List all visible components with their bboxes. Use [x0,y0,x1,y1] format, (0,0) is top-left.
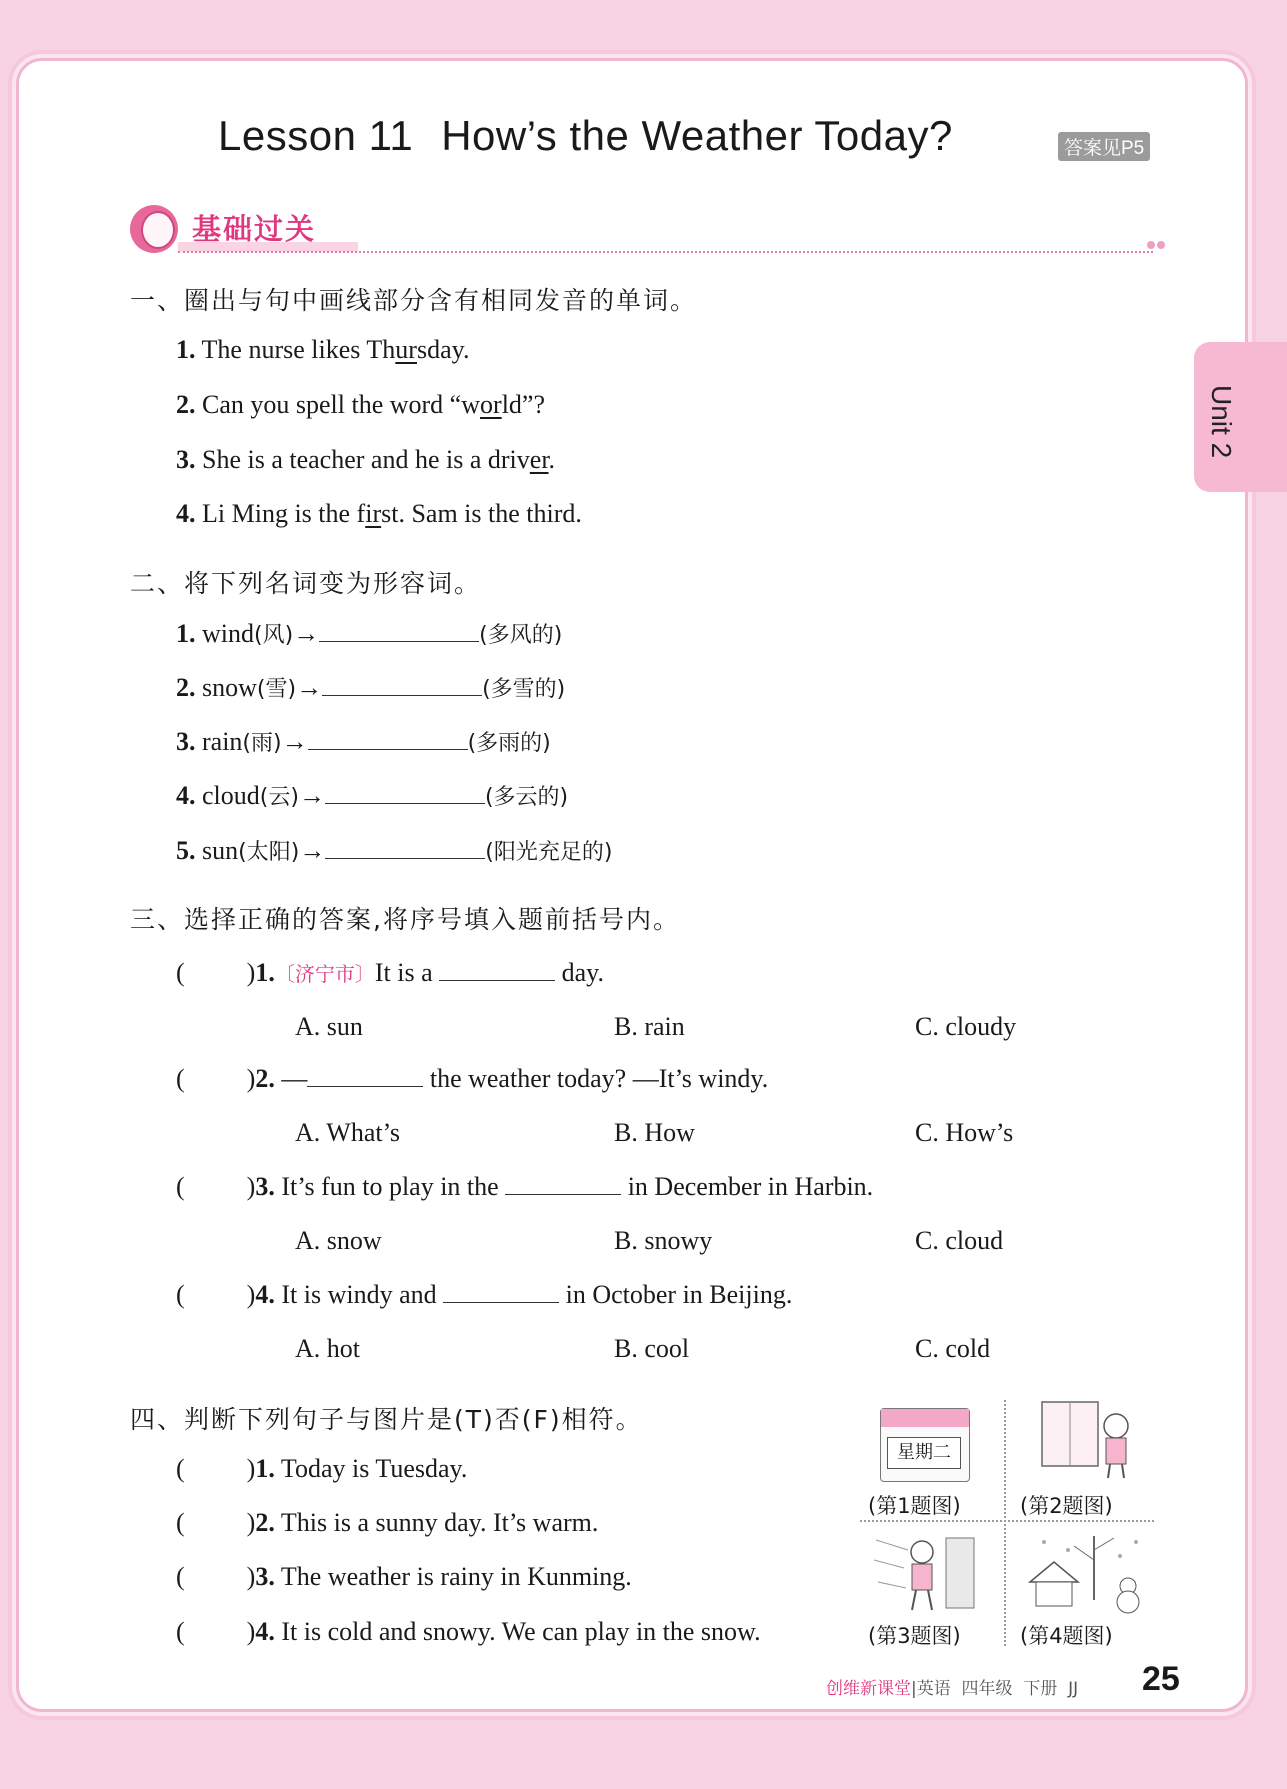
snowflake [1066,1548,1070,1552]
section-3-heading: 三、选择正确的答案,将序号填入题前括号内。 [130,905,680,934]
s4-question-2: ( )2. This is a sunny day. It’s warm. [176,1508,599,1537]
answer-blank[interactable] [505,1194,621,1195]
s2-question-5: 5. sun(太阳)→ (阳光充足的) [176,836,613,865]
boy-leg-right [928,1590,932,1610]
answer-blank[interactable] [307,1086,423,1087]
s2-question-2: 2. snow(雪)→ (多雪的) [176,673,566,702]
s3-q4-option-c: C. cold [915,1334,991,1363]
girl-head [1104,1414,1128,1438]
s4-question-1: ( )1. Today is Tuesday. [176,1454,468,1483]
snowman-body [1117,1591,1139,1613]
calendar-picture [880,1408,970,1482]
answer-reference-badge: 答案见P5 [1058,132,1150,161]
answer-blank[interactable] [325,803,485,804]
girl-leg-right [1122,1464,1124,1478]
s1-question-2: 2. Can you spell the word “world”? [176,390,545,419]
boy-body [912,1564,932,1590]
s1-question-3: 3. She is a teacher and he is a driver. [176,445,556,474]
s3-q3-option-c: C. cloud [915,1226,1004,1255]
s3-q1-option-c: C. cloudy [915,1012,1017,1041]
s3-q2-option-c: C. How’s [915,1118,1014,1147]
snowflake [1042,1540,1046,1544]
answer-blank[interactable] [308,749,468,750]
section-1-heading: 一、圈出与句中画线部分含有相同发音的单词。 [130,286,698,315]
s2-question-3: 3. rain(雨)→ (多雨的) [176,727,551,756]
boy-head [911,1541,933,1563]
s2-question-1: 1. wind(风)→ (多风的) [176,619,563,648]
wind-line-1 [876,1540,908,1550]
boy-windy-picture [868,1530,980,1614]
unit-label: Unit 2 [1206,385,1237,459]
s4-question-3: ( )3. The weather is rainy in Kunming. [176,1562,632,1591]
section-2-heading: 二、将下列名词变为形容词。 [130,569,482,598]
picture-2-caption: (第2题图) [1020,1494,1113,1518]
section-4-heading: 四、判断下列句子与图片是(T)否(F)相符。 [130,1405,643,1434]
banner-dotted-line [178,251,1153,253]
s3-q3-option-b: B. snowy [614,1226,713,1255]
section-banner-title: 基础过关 [192,212,317,246]
s3-question-2: ( )2. — the weather today? —It’s windy. [176,1064,769,1093]
snowflake [1134,1540,1138,1544]
house-roof [1030,1562,1078,1582]
s1-question-1: 1. The nurse likes Thursday. [176,335,470,364]
picture-3-caption: (第3题图) [868,1624,961,1648]
picture-grid-horizontal-divider [860,1520,1154,1522]
girl-body [1106,1438,1126,1464]
answer-blank[interactable] [439,980,555,981]
s1-question-4: 4. Li Ming is the first. Sam is the third. [176,499,582,528]
picture-4-caption: (第4题图) [1020,1624,1113,1648]
picture-grid-vertical-divider [1004,1400,1006,1646]
tree-branch-1 [1094,1538,1114,1550]
calendar-day-label: 星期二 [887,1437,961,1469]
tree-branch-2 [1074,1546,1094,1560]
wall [946,1538,974,1608]
banner-dots-icon [1146,236,1166,254]
s3-question-4: ( )4. It is windy and in October in Beijing. [176,1280,793,1309]
s3-q2-option-b: B. How [614,1118,695,1147]
answer-blank[interactable] [325,858,485,859]
snowflake [1118,1554,1122,1558]
girl-leg-left [1108,1464,1110,1478]
calendar-header [881,1409,969,1427]
answer-blank[interactable] [319,641,479,642]
s3-question-3: ( )3. It’s fun to play in the in December in Harbin. [176,1172,874,1201]
wind-line-3 [878,1582,906,1588]
s3-q1-option-b: B. rain [614,1012,685,1041]
character-face-icon [141,211,175,249]
snowy-scene-picture [1024,1530,1148,1614]
s4-question-4: ( )4. It is cold and snowy. We can play in the snow. [176,1617,761,1646]
s3-q2-option-a: A. What’s [295,1118,400,1147]
s3-q1-option-a: A. sun [295,1012,363,1041]
answer-blank[interactable] [443,1302,559,1303]
girl-window-picture [1038,1396,1148,1480]
s3-q3-option-a: A. snow [295,1226,382,1255]
s3-question-1: ( )1.〔济宁市〕It is a day. [176,958,604,987]
s2-question-4: 4. cloud(云)→ (多云的) [176,781,569,810]
house-wall [1036,1582,1072,1606]
answer-blank[interactable] [322,695,482,696]
boy-leg-left [912,1590,916,1610]
page-number: 25 [1142,1660,1180,1698]
footer-info: 创维新课堂|英语 四年级 下册 JJ [826,1679,1079,1699]
wind-line-2 [874,1560,904,1568]
picture-1-caption: (第1题图) [868,1494,961,1518]
s3-q4-option-b: B. cool [614,1334,690,1363]
page-title: Lesson 11 How’s the Weather Today? [218,112,953,159]
s3-q4-option-a: A. hot [295,1334,360,1363]
